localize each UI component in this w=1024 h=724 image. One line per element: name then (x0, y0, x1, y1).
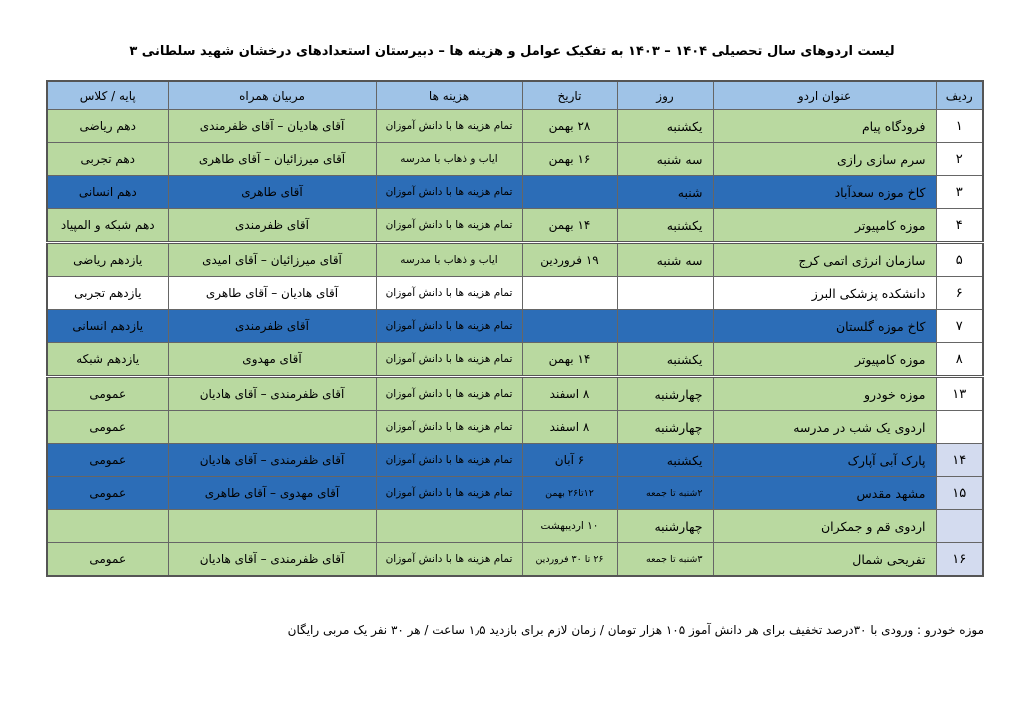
trip-title: اردوی قم و جمکران (713, 510, 936, 543)
trip-date: ۱۴ بهمن (522, 209, 617, 243)
table-row (47, 543, 983, 577)
row-number: ۶ (936, 277, 983, 310)
trip-costs: تمام هزینه ها با دانش آموزان (376, 444, 522, 477)
trip-costs: تمام هزینه ها با دانش آموزان (376, 209, 522, 243)
trip-costs: تمام هزینه ها با دانش آموزان (376, 176, 522, 209)
row-number: ۱۶ (936, 543, 983, 577)
page-title: لیست اردوهای سال تحصیلی ۱۴۰۴ – ۱۴۰۳ به تفکیک عوامل و هزینه ها – دبیرستان استعدادهای درخشان شهید سلطانی ۳ (129, 44, 895, 59)
table-header-row (47, 81, 983, 110)
trip-grade: عمومی (47, 411, 168, 444)
trip-grade: عمومی (47, 477, 168, 510)
col-header-escorts: مربیان همراه (168, 81, 376, 110)
trip-escorts (168, 411, 376, 444)
trip-date (522, 277, 617, 310)
table-row (47, 310, 983, 343)
row-number: ۱ (936, 110, 983, 143)
table-row (47, 343, 983, 377)
trip-costs: تمام هزینه ها با دانش آموزان (376, 110, 522, 143)
trip-date: ۲۶ تا ۳۰ فروردین (522, 543, 617, 577)
trip-title: کاخ موزه گلستان (713, 310, 936, 343)
trip-costs: تمام هزینه ها با دانش آموزان (376, 543, 522, 577)
col-header-trip-title: عنوان اردو (713, 81, 936, 110)
row-number: ۳ (936, 176, 983, 209)
trip-grade: یازدهم شبکه (47, 343, 168, 377)
col-header-date: تاریخ (522, 81, 617, 110)
col-header-costs: هزینه ها (376, 81, 522, 110)
table-row (47, 277, 983, 310)
trip-costs: تمام هزینه ها با دانش آموزان (376, 310, 522, 343)
trip-escorts (168, 510, 376, 543)
table-row (47, 243, 983, 277)
trip-title: پارک آبی آپارک (713, 444, 936, 477)
trip-costs: تمام هزینه ها با دانش آموزان (376, 343, 522, 377)
trip-title: کاخ موزه سعدآباد (713, 176, 936, 209)
trip-grade: دهم شبکه و المپیاد (47, 209, 168, 243)
table-row (47, 110, 983, 143)
trip-grade: یازدهم انسانی (47, 310, 168, 343)
trip-escorts: آقای هادیان – آقای ظفرمندی (168, 110, 376, 143)
row-number (936, 510, 983, 543)
row-number: ۵ (936, 243, 983, 277)
row-number: ۷ (936, 310, 983, 343)
trip-day: ۳شنبه تا جمعه (617, 543, 713, 577)
table-row (47, 176, 983, 209)
trip-escorts: آقای ظفرمندی (168, 310, 376, 343)
trip-day: چهارشنبه (617, 411, 713, 444)
trip-escorts: آقای ظفرمندی – آقای هادیان (168, 543, 376, 577)
trip-escorts: آقای ظفرمندی – آقای هادیان (168, 444, 376, 477)
trip-day: یکشنبه (617, 209, 713, 243)
trip-day: سه شنبه (617, 143, 713, 176)
table-row (47, 510, 983, 543)
trip-title: فرودگاه پیام (713, 110, 936, 143)
trip-day (617, 277, 713, 310)
trip-costs (376, 510, 522, 543)
trip-grade (47, 510, 168, 543)
row-number: ۱۵ (936, 477, 983, 510)
trip-escorts: آقای هادیان – آقای طاهری (168, 277, 376, 310)
trip-day: چهارشنبه (617, 377, 713, 411)
trip-date: ۱۰ اردیبهشت (522, 510, 617, 543)
table-row (47, 377, 983, 411)
trip-escorts: آقای طاهری (168, 176, 376, 209)
trip-costs: ایاب و ذهاب با مدرسه (376, 143, 522, 176)
footnote: موزه خودرو : ورودی با ۳۰درصد تخفیف برای هر دانش آموز ۱۰۵ هزار تومان / زمان لازم برای بازدید ۱٫۵ ساعت / هر ۳۰ نفر یک مربی رایگان (287, 623, 984, 637)
trip-day: یکشنبه (617, 110, 713, 143)
trip-title: سازمان انرژی اتمی کرج (713, 243, 936, 277)
trip-grade: یازدهم ریاضی (47, 243, 168, 277)
trip-title: دانشکده پزشکی البرز (713, 277, 936, 310)
trip-day: چهارشنبه (617, 510, 713, 543)
table-row (47, 209, 983, 243)
trip-date: ۱۲تا۲۶ بهمن (522, 477, 617, 510)
row-number: ۱۴ (936, 444, 983, 477)
trip-title: تفریحی شمال (713, 543, 936, 577)
trip-date: ۲۸ بهمن (522, 110, 617, 143)
trip-escorts: آقای مهدوی – آقای طاهری (168, 477, 376, 510)
trip-costs: تمام هزینه ها با دانش آموزان (376, 411, 522, 444)
trip-escorts: آقای ظفرمندی – آقای هادیان (168, 377, 376, 411)
trip-grade: دهم ریاضی (47, 110, 168, 143)
trip-escorts: آقای میرزائیان – آقای طاهری (168, 143, 376, 176)
row-number: ۱۳ (936, 377, 983, 411)
table-row (47, 143, 983, 176)
trip-day: ۲شنبه تا جمعه (617, 477, 713, 510)
trip-day: شنبه (617, 176, 713, 209)
trip-date: ۱۶ بهمن (522, 143, 617, 176)
row-number: ۲ (936, 143, 983, 176)
row-number (936, 411, 983, 444)
trip-date (522, 310, 617, 343)
col-header-day: روز (617, 81, 713, 110)
table-row (47, 411, 983, 444)
trip-title: موزه کامپیوتر (713, 343, 936, 377)
trip-title: سرم سازی رازی (713, 143, 936, 176)
trip-costs: ایاب و ذهاب با مدرسه (376, 243, 522, 277)
row-number: ۸ (936, 343, 983, 377)
trip-costs: تمام هزینه ها با دانش آموزان (376, 477, 522, 510)
trips-table (46, 80, 984, 577)
table-row (47, 444, 983, 477)
trip-grade: عمومی (47, 444, 168, 477)
trip-title: مشهد مقدس (713, 477, 936, 510)
trip-title: موزه خودرو (713, 377, 936, 411)
trip-escorts: آقای مهدوی (168, 343, 376, 377)
trip-date: ۱۹ فروردین (522, 243, 617, 277)
trip-date: ۸ اسفند (522, 377, 617, 411)
trip-costs: تمام هزینه ها با دانش آموزان (376, 377, 522, 411)
trip-date: ۶ آبان (522, 444, 617, 477)
trip-day: یکشنبه (617, 444, 713, 477)
trip-grade: دهم تجربی (47, 143, 168, 176)
trip-date: ۱۴ بهمن (522, 343, 617, 377)
trip-title: اردوی یک شب در مدرسه (713, 411, 936, 444)
trip-date (522, 176, 617, 209)
trip-grade: عمومی (47, 543, 168, 577)
trip-costs: تمام هزینه ها با دانش آموزان (376, 277, 522, 310)
trip-day: سه شنبه (617, 243, 713, 277)
col-header-row-number: ردیف (936, 81, 983, 110)
trip-escorts: آقای میرزائیان – آقای امیدی (168, 243, 376, 277)
trip-grade: یازدهم تجربی (47, 277, 168, 310)
table-row (47, 477, 983, 510)
trip-grade: عمومی (47, 377, 168, 411)
trip-title: موزه کامپیوتر (713, 209, 936, 243)
col-header-grade: پایه / کلاس (47, 81, 168, 110)
trip-day (617, 310, 713, 343)
trip-grade: دهم انسانی (47, 176, 168, 209)
trip-day: یکشنبه (617, 343, 713, 377)
trip-date: ۸ اسفند (522, 411, 617, 444)
row-number: ۴ (936, 209, 983, 243)
trip-escorts: آقای ظفرمندی (168, 209, 376, 243)
